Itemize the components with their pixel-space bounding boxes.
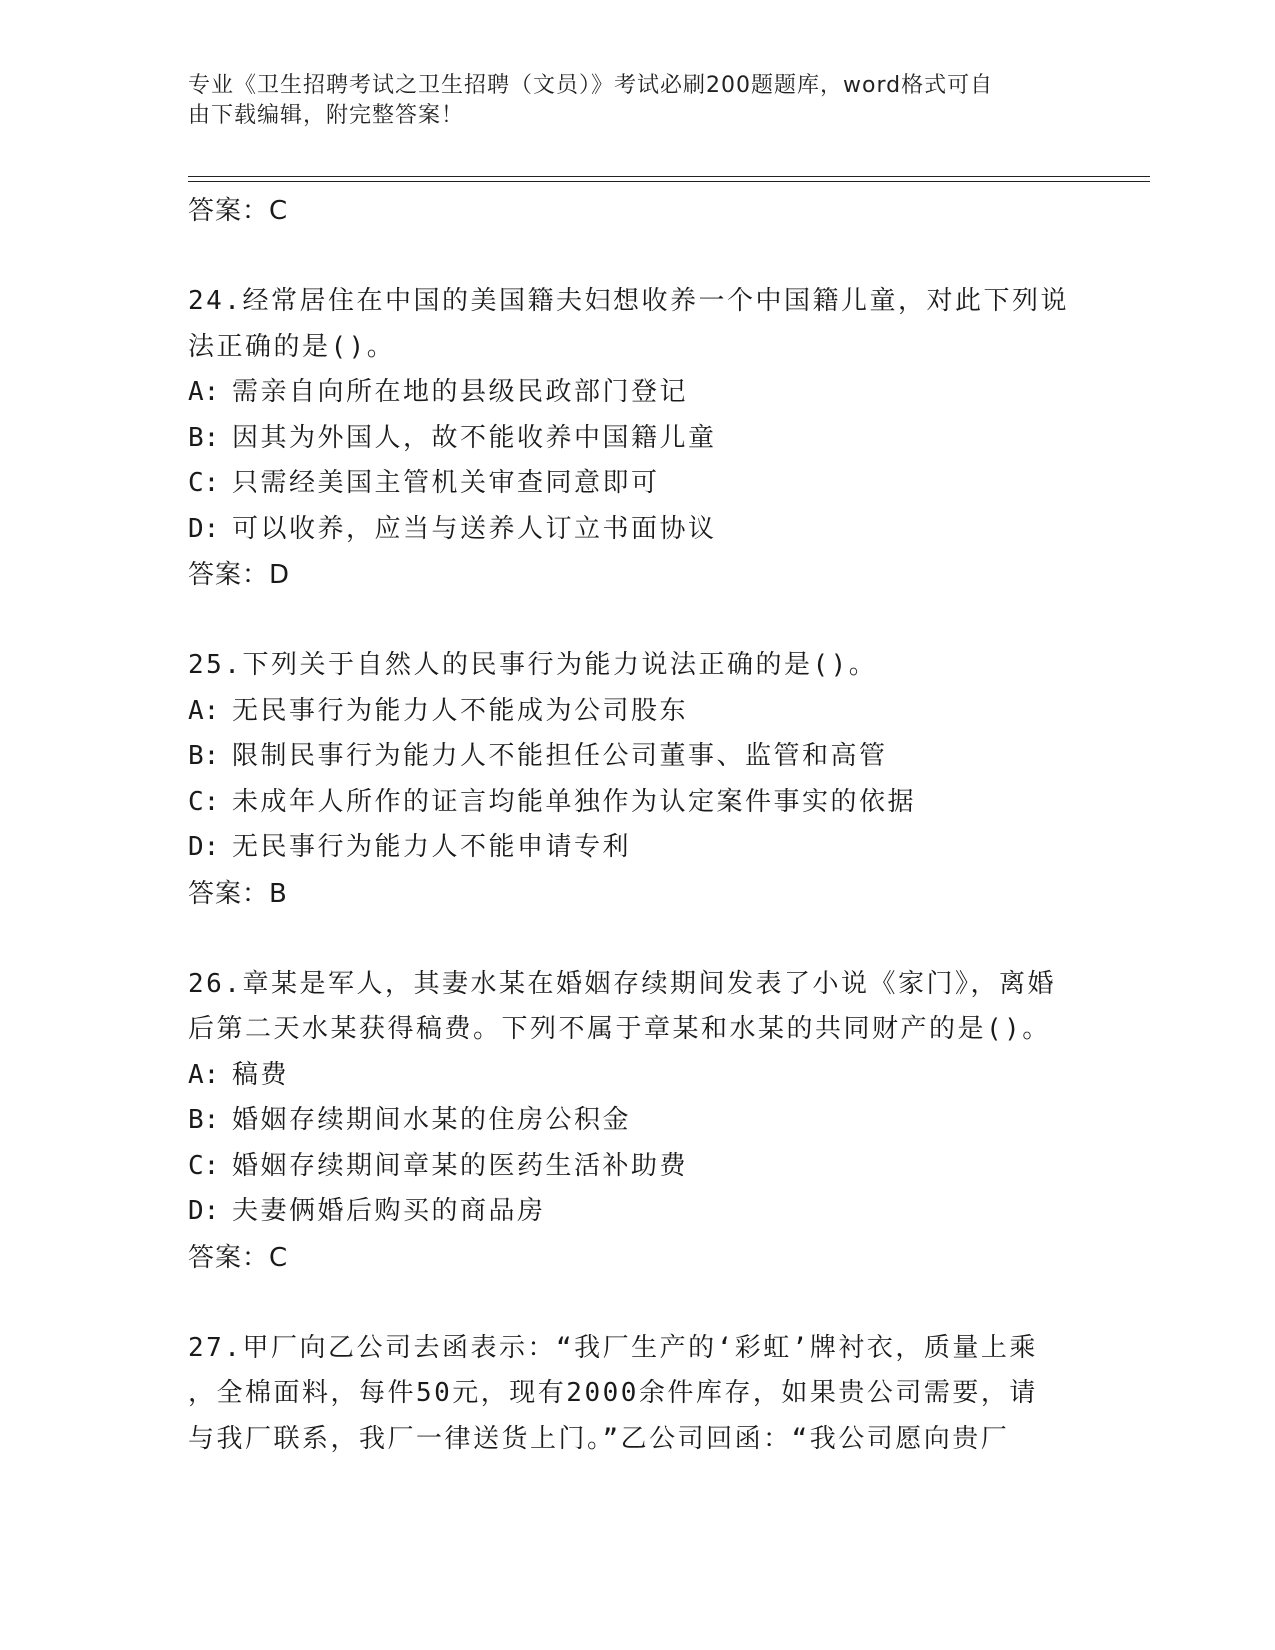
question-stem: 24.经常居住在中国的美国籍夫妇想收养一个中国籍儿童，对此下列说 法正确的是()。 <box>188 286 1069 362</box>
question-26 <box>188 962 1088 1281</box>
answer-line: 答案：C <box>188 196 289 226</box>
question-stem: 25.下列关于自然人的民事行为能力说法正确的是()。 <box>188 650 878 680</box>
header-line-1: 专业《卫生招聘考试之卫生招聘（文员）》考试必刷200题题库，word格式可自 <box>188 73 994 98</box>
answer-line: 答案：C <box>188 1242 289 1273</box>
question-content <box>188 188 1088 1462</box>
option-c: C: 只需经美国主管机关审查同意即可 <box>188 468 660 498</box>
option-a: A: 稿费 <box>188 1059 290 1090</box>
option-b: B: 限制民事行为能力人不能担任公司董事、监管和高管 <box>188 741 888 771</box>
option-b: B: 婚姻存续期间水某的住房公积金 <box>188 1105 632 1135</box>
option-a: A: 无民事行为能力人不能成为公司股东 <box>188 695 689 726</box>
question-24 <box>188 279 1088 598</box>
question-stem: 27.甲厂向乙公司去函表示：“我厂生产的‘彩虹’牌衬衣，质量上乘 ，全棉面料，每件50元，现有2000余件库存，如果贵公司需要，请 与我厂联系，我厂一律送货上门。”乙公司回函：“我公司愿向贵厂 <box>188 1332 1038 1454</box>
option-d: D: 夫妻俩婚后购买的商品房 <box>188 1196 546 1226</box>
question-27 <box>188 1326 1088 1463</box>
header-divider-top <box>188 176 1150 177</box>
document-header <box>188 71 1068 131</box>
option-c: C: 婚姻存续期间章某的医药生活补助费 <box>188 1150 689 1181</box>
answer-line: 答案：D <box>188 560 291 590</box>
option-b: B: 因其为外国人，故不能收养中国籍儿童 <box>188 422 717 453</box>
question-stem: 26.章某是军人，其妻水某在婚姻存续期间发表了小说《家门》，离婚 后第二天水某获得稿费。下列不属于章某和水某的共同财产的是()。 <box>188 968 1056 1044</box>
question-25 <box>188 643 1088 917</box>
option-c: C: 未成年人所作的证言均能单独作为认定案件事实的依据 <box>188 786 917 817</box>
header-divider-bottom <box>188 181 1150 182</box>
header-line-2: 由下载编辑，附完整答案！ <box>188 103 465 128</box>
option-a: A: 需亲自向所在地的县级民政部门登记 <box>188 377 689 407</box>
answer-line: 答案：B <box>188 878 288 909</box>
option-d: D: 无民事行为能力人不能申请专利 <box>188 832 632 862</box>
option-d: D: 可以收养，应当与送养人订立书面协议 <box>188 513 717 544</box>
